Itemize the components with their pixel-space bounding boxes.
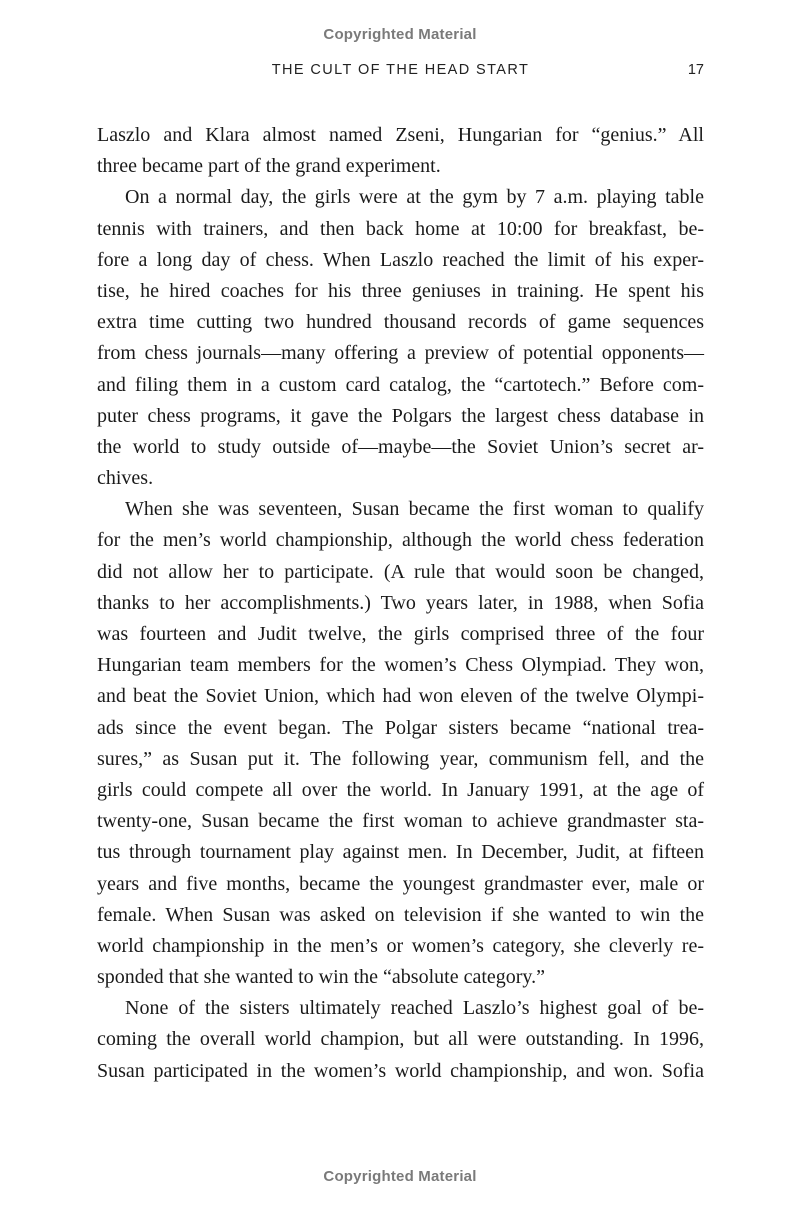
text-line: puter chess programs, it gave the Polgars the largest chess database in <box>97 404 704 427</box>
text-line: tise, he hired coaches for his three geniuses in training. He spent his <box>97 279 704 302</box>
page-number: 17 <box>687 62 704 78</box>
paragraph <box>97 182 704 494</box>
text-line: girls could compete all over the world. In January 1991, at the age of <box>97 778 704 801</box>
text-line: the world to study outside of—maybe—the Soviet Union’s secret ar- <box>97 435 704 458</box>
text-line: sponded that she wanted to win the “absolute category.” <box>97 966 546 989</box>
text-line: tus through tournament play against men. In December, Judit, at fifteen <box>97 841 704 864</box>
text-line: tennis with trainers, and then back home at 10:00 for breakfast, be- <box>97 217 704 240</box>
paragraph <box>97 120 704 182</box>
text-line: On a normal day, the girls were at the gym by 7 a.m. playing table <box>125 186 704 209</box>
text-line: Hungarian team members for the women’s Chess Olympiad. They won, <box>97 654 704 677</box>
paragraph <box>97 494 704 993</box>
text-line: and filing them in a custom card catalog, the “cartotech.” Before com- <box>97 373 704 396</box>
text-line: Susan participated in the women’s world championship, and won. Sofia <box>97 1059 704 1082</box>
text-line: sures,” as Susan put it. The following year, communism fell, and the <box>97 747 704 770</box>
running-title: THE CULT OF THE HEAD START <box>271 62 530 78</box>
text-line: chives. <box>97 467 154 490</box>
body-text <box>97 120 704 1087</box>
text-line: thanks to her accomplishments.) Two years later, in 1988, when Sofia <box>97 591 704 614</box>
paragraph <box>97 993 704 1087</box>
text-line: and beat the Soviet Union, which had won eleven of the twelve Olympi- <box>97 685 704 708</box>
text-line: years and five months, became the youngest grandmaster ever, male or <box>97 872 704 895</box>
text-line: female. When Susan was asked on television if she wanted to win the <box>97 903 704 926</box>
running-header <box>97 62 704 84</box>
text-line: did not allow her to participate. (A rule that would soon be changed, <box>97 560 704 583</box>
text-line: was fourteen and Judit twelve, the girls comprised three of the four <box>97 623 704 645</box>
text-line: When she was seventeen, Susan became the first woman to qualify <box>125 498 704 521</box>
text-line: for the men’s world championship, although the world chess federation <box>97 529 704 552</box>
text-line: world championship in the men’s or women’s category, she cleverly re- <box>97 934 704 957</box>
copyright-watermark-bottom: Copyrighted Material <box>323 1168 477 1185</box>
copyright-watermark-top: Copyrighted Material <box>323 26 477 43</box>
text-line: three became part of the grand experiment. <box>97 155 441 178</box>
text-line: Laszlo and Klara almost named Zseni, Hungarian for “genius.” All <box>97 124 704 146</box>
text-line: coming the overall world champion, but all were outstanding. In 1996, <box>97 1028 704 1051</box>
text-line: twenty-one, Susan became the first woman to achieve grandmaster sta- <box>97 810 704 833</box>
text-line: ads since the event began. The Polgar sisters became “national trea- <box>97 716 704 739</box>
text-line: from chess journals—many offering a preview of potential opponents— <box>97 342 704 365</box>
text-line: extra time cutting two hundred thousand records of game sequences <box>97 311 704 334</box>
text-line: fore a long day of chess. When Laszlo reached the limit of his exper- <box>97 248 704 271</box>
text-line: None of the sisters ultimately reached Laszlo’s highest goal of be- <box>125 997 704 1020</box>
